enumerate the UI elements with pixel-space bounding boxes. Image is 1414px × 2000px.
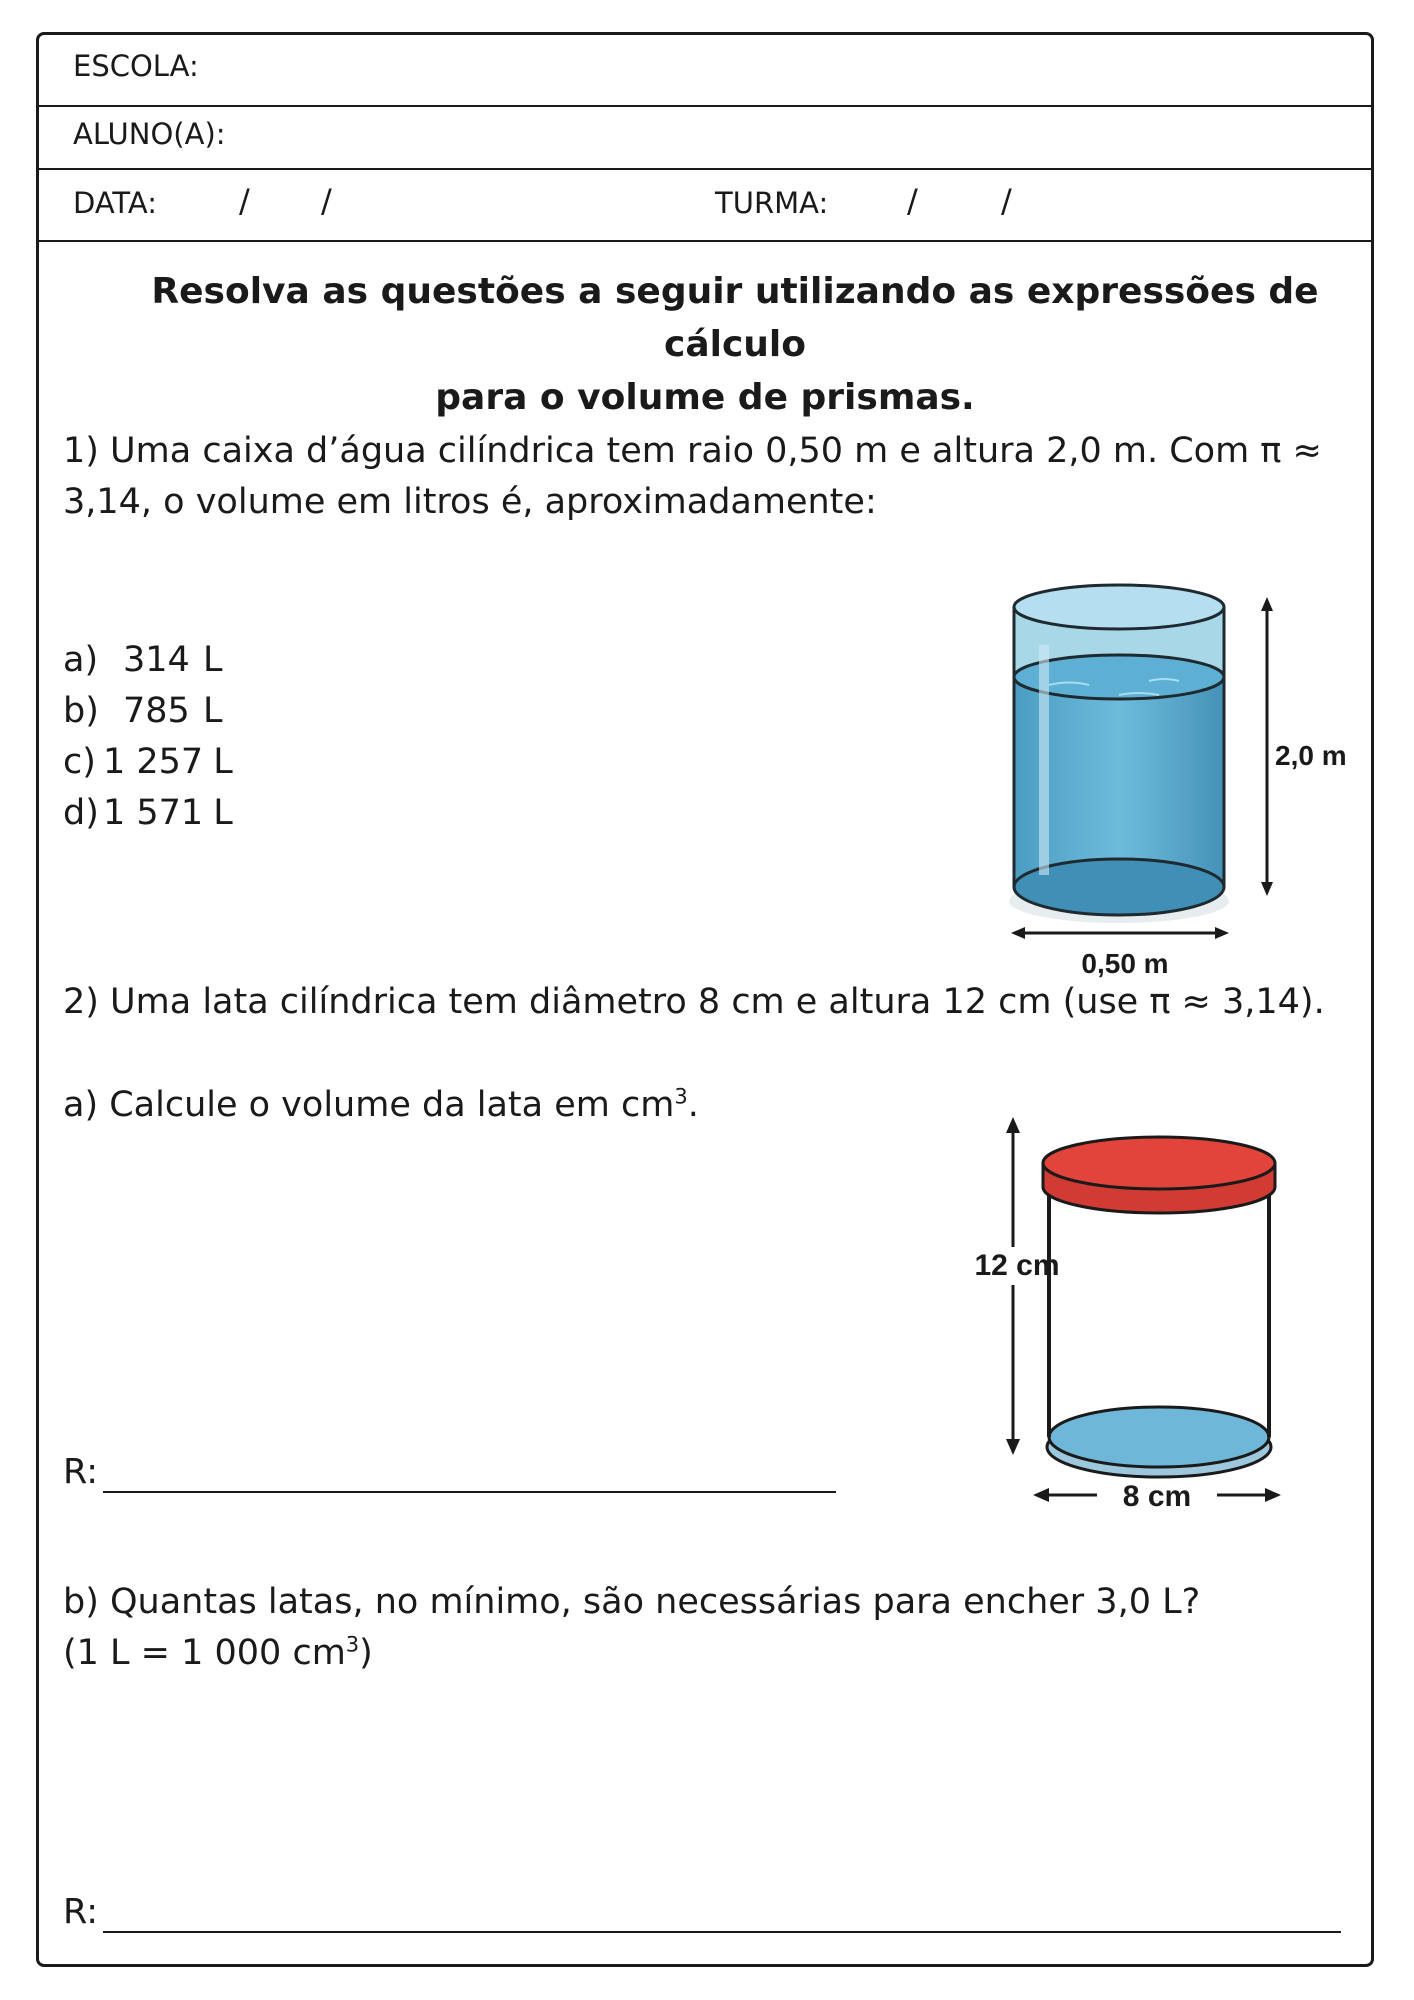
option-value: 1 571 — [103, 793, 204, 833]
can-height-arrowhead-bottom — [1006, 1439, 1020, 1455]
question-1-statement — [63, 426, 1322, 528]
question-2-statement: 2) Uma lata cilíndrica tem diâmetro 8 cm e altura 12 cm (use π ≈ 3,14). — [63, 982, 1325, 1022]
question-1-line-1: 1) Uma caixa d’água cilíndrica tem raio 0,50 m e altura 2,0 m. Com π ≈ — [63, 431, 1322, 471]
option-value: 314 — [123, 640, 190, 680]
question-2a-text: a) Calcule o volume da lata em cm — [63, 1085, 675, 1125]
option-letter: b) — [63, 691, 99, 731]
can-diameter-label: 8 cm — [1122, 1480, 1192, 1513]
can-bottom-liquid — [1049, 1407, 1269, 1467]
tank-top-rim — [1014, 585, 1224, 629]
option-c — [63, 742, 233, 782]
instructions — [39, 265, 1371, 424]
option-unit: L — [203, 640, 223, 680]
option-unit: L — [203, 691, 223, 731]
question-2b-close: ) — [359, 1633, 373, 1673]
can-height-label: 12 cm — [974, 1249, 1060, 1282]
can-lid-top — [1043, 1137, 1275, 1189]
worksheet — [36, 32, 1374, 1967]
question-2b-conversion: (1 L = 1 000 cm — [63, 1633, 346, 1673]
question-2a — [63, 1080, 699, 1131]
radius-arrowhead-left — [1011, 927, 1025, 939]
question-2b — [63, 1577, 1200, 1679]
can-figure — [959, 1105, 1299, 1545]
class-slash-1: / — [907, 182, 918, 220]
option-letter: d) — [63, 793, 99, 833]
option-unit: L — [213, 793, 233, 833]
question-2b-line-1: b) Quantas latas, no mínimo, são necessárias para encher 3,0 L? — [63, 1582, 1201, 1622]
radius-arrowhead-right — [1215, 927, 1229, 939]
date-slash-2: / — [321, 182, 332, 220]
instructions-line-2: para o volume de prismas. — [435, 377, 975, 418]
option-value: 785 — [123, 691, 190, 731]
instructions-line-1: Resolva as questões a seguir utilizando as expressões de cálculo — [151, 271, 1319, 365]
option-unit: L — [213, 742, 233, 782]
class-label: TURMA: — [715, 186, 829, 220]
question-2a-period: . — [687, 1085, 699, 1125]
school-label: ESCOLA: — [73, 49, 199, 83]
answer-2b — [63, 1887, 98, 1938]
option-b — [63, 691, 223, 731]
question-1-line-2: 3,14, o volume em litros é, aproximadamente: — [63, 482, 877, 522]
answer-2a-label: R: — [63, 1452, 99, 1492]
question-2a-exponent: 3 — [674, 1084, 688, 1109]
school-row — [39, 35, 1371, 107]
student-label: ALUNO(A): — [73, 117, 226, 151]
can-diameter-arrowhead-left — [1033, 1488, 1049, 1502]
class-slash-2: / — [1001, 182, 1012, 220]
answer-2a — [63, 1447, 98, 1498]
date-row — [39, 170, 1371, 242]
height-arrowhead-bottom — [1261, 882, 1273, 896]
option-letter: a) — [63, 640, 99, 680]
can-height-arrowhead-top — [1006, 1117, 1020, 1133]
option-a — [63, 640, 223, 680]
question-2b-exponent: 3 — [345, 1632, 360, 1657]
question-2b-line-2 — [63, 1628, 1200, 1679]
tank-highlight — [1039, 645, 1049, 875]
answer-2b-label: R: — [63, 1892, 99, 1932]
option-letter: c) — [63, 742, 96, 782]
date-label: DATA: — [73, 186, 157, 220]
date-slash-1: / — [239, 182, 250, 220]
height-label: 2,0 m — [1275, 740, 1347, 771]
water-tank-figure — [999, 555, 1379, 985]
answer-2b-line[interactable] — [103, 1931, 1341, 1933]
height-arrowhead-top — [1261, 597, 1273, 611]
answer-2a-line[interactable] — [103, 1491, 836, 1493]
option-d — [63, 793, 233, 833]
student-row — [39, 107, 1371, 170]
can-diameter-arrowhead-right — [1265, 1488, 1281, 1502]
radius-label: 0,50 m — [1081, 948, 1169, 979]
option-value: 1 257 — [103, 742, 204, 782]
